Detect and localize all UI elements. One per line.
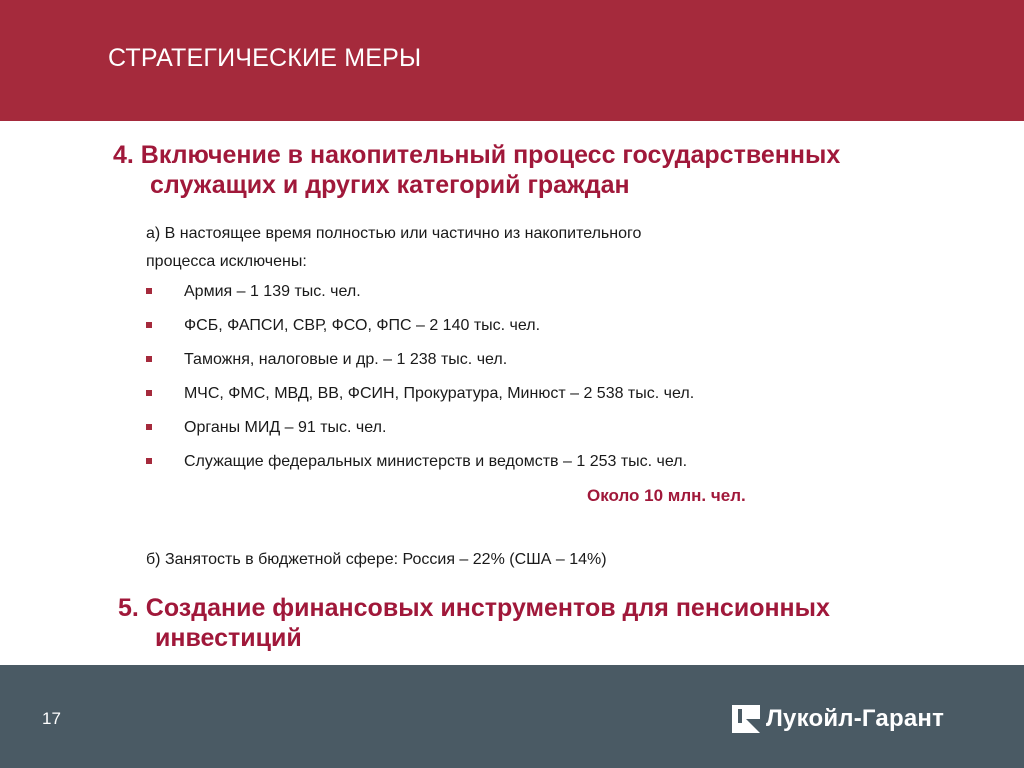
header-bar — [0, 0, 1024, 121]
list-item-text: Служащие федеральных министерств и ведомств – 1 253 тыс. чел. — [184, 453, 688, 470]
list-item-text: ФСБ, ФАПСИ, СВР, ФСО, ФПС – 2 140 тыс. чел. — [184, 317, 541, 334]
brand-name: Лукойл-Гарант — [766, 705, 945, 732]
total-summary: Около 10 млн. чел. — [587, 486, 746, 505]
section-5-heading — [118, 593, 830, 653]
footer-bar — [0, 665, 1024, 768]
square-bullet-icon — [146, 288, 152, 294]
brand-logo — [732, 703, 944, 735]
budget-employment-note: б) Занятость в бюджетной сфере: Россия – 22% (США – 14%) — [146, 551, 607, 568]
list-item-text: Органы МИД – 91 тыс. чел. — [184, 419, 387, 436]
section-4-heading-line1: 4. Включение в накопительный процесс государственных — [113, 141, 841, 169]
square-bullet-icon — [146, 322, 152, 328]
square-bullet-icon — [146, 424, 152, 430]
list-item-text: МЧС, ФМС, МВД, ВВ, ФСИН, Прокуратура, Минюст – 2 538 тыс. чел. — [184, 385, 695, 402]
excluded-intro — [146, 220, 641, 276]
section-5-heading-line1: 5. Создание финансовых инструментов для пенсионных — [118, 594, 830, 622]
list-item-text: Таможня, налоговые и др. – 1 238 тыс. чел. — [184, 351, 508, 368]
section-4-heading — [113, 140, 840, 200]
square-bullet-icon — [146, 356, 152, 362]
square-bullet-icon — [146, 458, 152, 464]
lukoil-garant-logo-icon — [732, 705, 760, 733]
excluded-intro-line1: а) В настоящее время полностью или частично из накопительного — [146, 225, 642, 242]
excluded-intro-line2: процесса исключены: — [146, 253, 307, 270]
slide-title: СТРАТЕГИЧЕСКИЕ МЕРЫ — [108, 44, 422, 72]
page-number: 17 — [42, 709, 61, 728]
list-item-text: Армия – 1 139 тыс. чел. — [184, 283, 361, 300]
section-5-heading-line2: инвестиций — [155, 624, 302, 652]
section-4-heading-line2: служащих и других категорий граждан — [150, 171, 630, 199]
square-bullet-icon — [146, 390, 152, 396]
